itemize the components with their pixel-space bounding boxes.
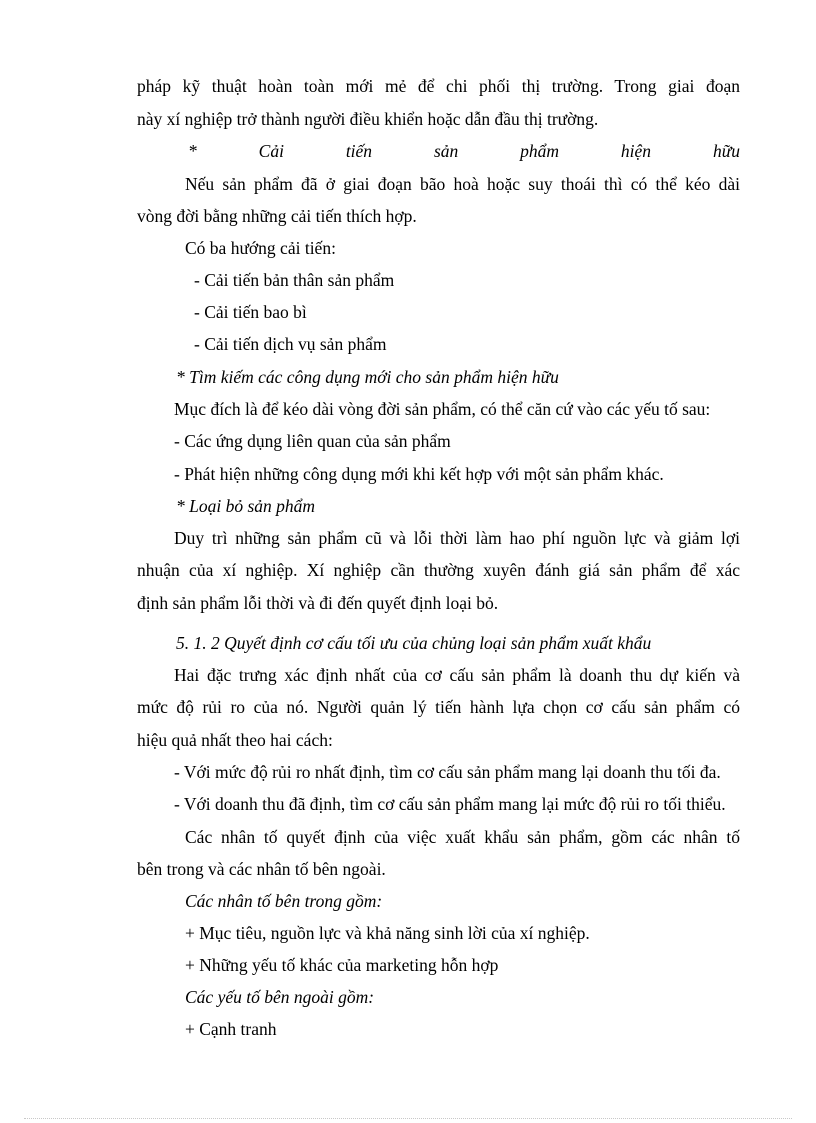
- text-line: nhuận của xí nghiệp. Xí nghiệp cần thường xuyên đánh giá sản phẩm để xác: [137, 560, 740, 580]
- section-heading: * Tìm kiếm các công dụng mới cho sản phẩm hiện hữu: [176, 367, 559, 387]
- text-line: * Cải tiến sản phẩm hiện hữu: [188, 141, 740, 161]
- list-item: - Với mức độ rủi ro nhất định, tìm cơ cấu sản phẩm mang lại doanh thu tối đa.: [174, 762, 721, 782]
- text-line: Có ba hướng cải tiến:: [185, 238, 336, 258]
- section-heading: Các nhân tố bên trong gồm:: [185, 891, 383, 911]
- section-heading: * Loại bỏ sản phẩm: [176, 496, 316, 516]
- text-line: bên trong và các nhân tố bên ngoài.: [137, 859, 386, 879]
- section-heading: Các yếu tố bên ngoài gồm:: [185, 987, 375, 1007]
- list-item: - Cải tiến dịch vụ sản phẩm: [194, 334, 387, 354]
- text-line: vòng đời bằng những cải tiến thích hợp.: [137, 206, 417, 226]
- list-item: - Các ứng dụng liên quan của sản phẩm: [174, 431, 451, 451]
- list-item: - Cải tiến bản thân sản phẩm: [194, 270, 395, 290]
- section-heading: 5. 1. 2 Quyết định cơ cấu tối ưu của chủng loại sản phẩm xuất khẩu: [176, 633, 652, 653]
- text-line: mức độ rủi ro của nó. Người quản lý tiến hành lựa chọn cơ cấu sản phẩm có: [137, 697, 740, 717]
- text-line: Nếu sản phẩm đã ở giai đoạn bão hoà hoặc suy thoái thì có thể kéo dài: [185, 174, 740, 194]
- list-item: + Những yếu tố khác của marketing hỗn hợp: [185, 955, 499, 975]
- text-line: Mục đích là để kéo dài vòng đời sản phẩm, có thể căn cứ vào các yếu tố sau:: [174, 399, 711, 419]
- page-border: [24, 1118, 792, 1119]
- list-item: - Với doanh thu đã định, tìm cơ cấu sản phẩm mang lại mức độ rủi ro tối thiểu.: [174, 794, 726, 814]
- text-line: Hai đặc trưng xác định nhất của cơ cấu sản phẩm là doanh thu dự kiến và: [174, 665, 740, 685]
- text-line: định sản phẩm lỗi thời và đi đến quyết định loại bỏ.: [137, 593, 499, 613]
- text-line: pháp kỹ thuật hoàn toàn mới mẻ để chi phối thị trường. Trong giai đoạn: [137, 76, 740, 96]
- text-line: hiệu quả nhất theo hai cách:: [137, 730, 333, 750]
- list-item: + Cạnh tranh: [185, 1019, 277, 1039]
- text-line: Các nhân tố quyết định của việc xuất khẩu sản phẩm, gồm các nhân tố: [185, 827, 740, 847]
- list-item: - Cải tiến bao bì: [194, 302, 307, 322]
- list-item: + Mục tiêu, nguồn lực và khả năng sinh lời của xí nghiệp.: [185, 923, 590, 943]
- text-line: Duy trì những sản phẩm cũ và lỗi thời làm hao phí nguồn lực và giảm lợi: [174, 528, 740, 548]
- text-line: này xí nghiệp trở thành người điều khiển hoặc dẫn đầu thị trường.: [137, 109, 599, 129]
- list-item: - Phát hiện những công dụng mới khi kết hợp với một sản phẩm khác.: [174, 464, 664, 484]
